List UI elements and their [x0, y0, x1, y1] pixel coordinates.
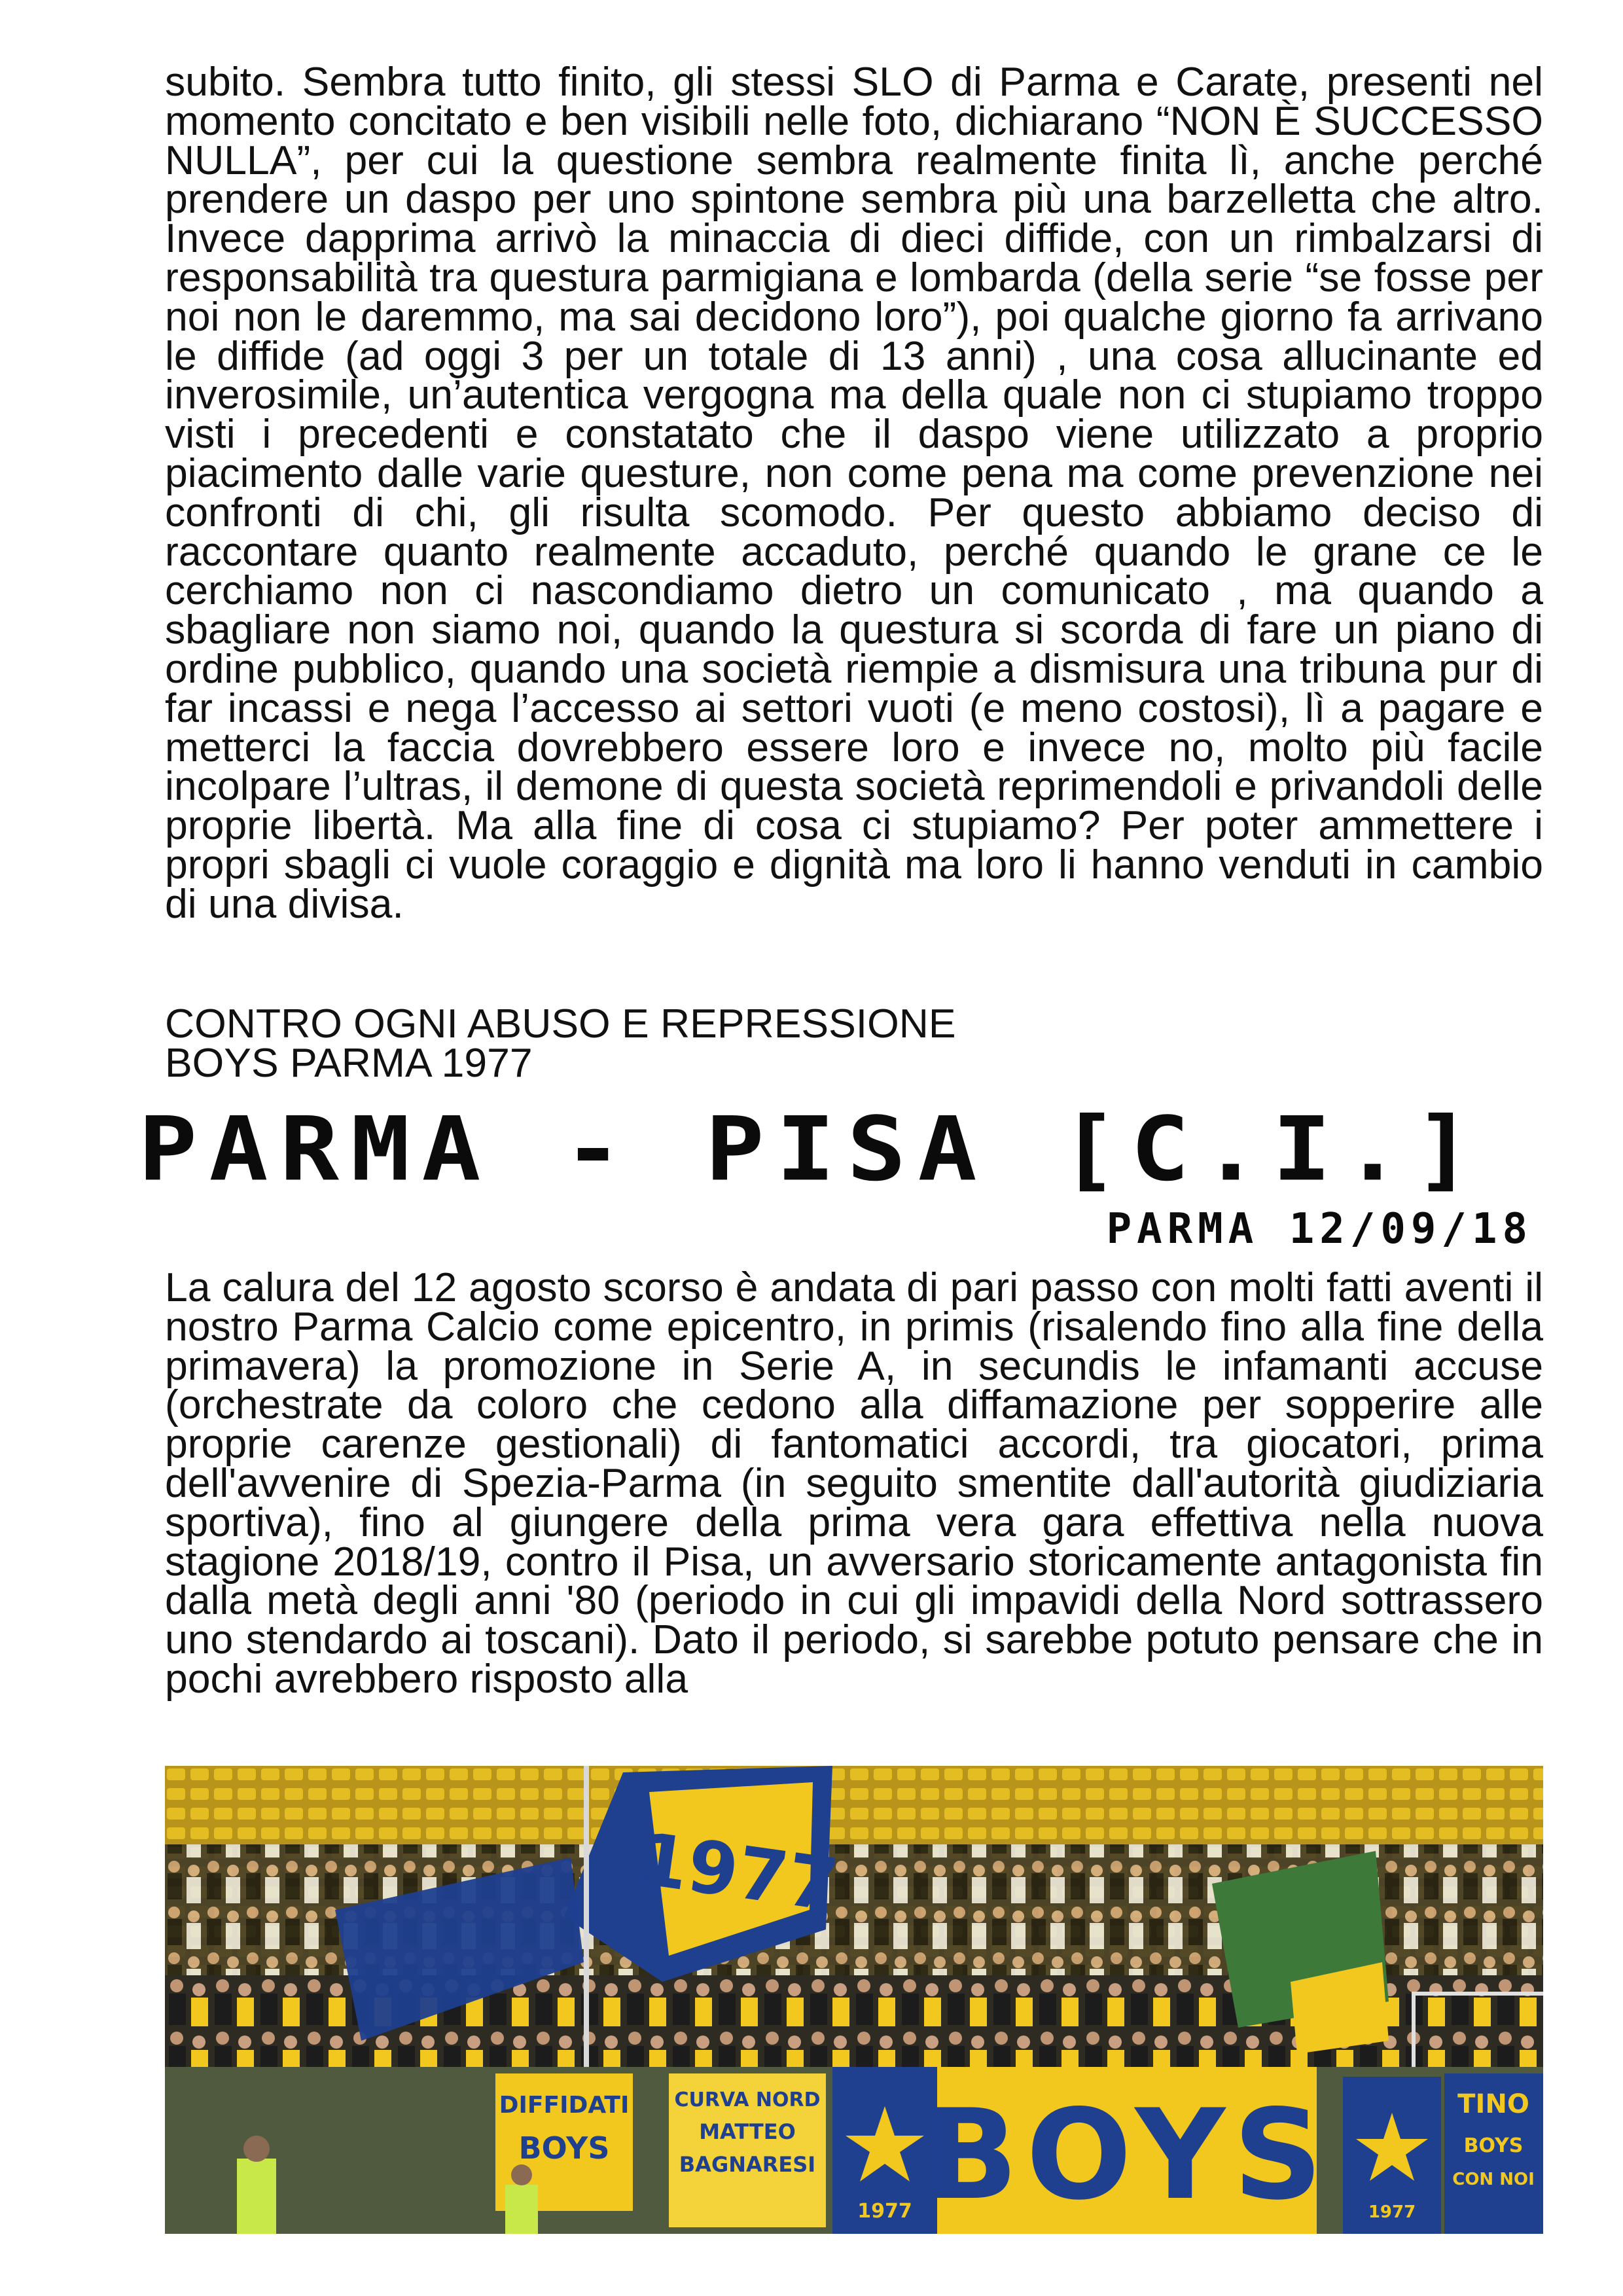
banner-curva-line3: BAGNARESI	[679, 2152, 816, 2177]
banner-year-left: 1977	[857, 2200, 912, 2223]
banner-curva-line2: MATTEO	[699, 2119, 796, 2144]
banner-far-right-line3: CON NOI	[1452, 2170, 1535, 2189]
signature-slogan: CONTRO OGNI ABUSO E REPRESSIONE	[165, 1001, 956, 1047]
stadium-photo	[165, 1766, 1543, 2234]
steward-left	[237, 2159, 276, 2234]
steward-left-head	[243, 2136, 270, 2162]
banner-far-right-line1: TINO	[1457, 2089, 1529, 2119]
article-title: PARMA - PISA [C.I.]	[138, 1098, 1485, 1201]
banner-boys-text: BOYS	[923, 2083, 1330, 2227]
article-subtitle: PARMA 12/09/18	[1106, 1205, 1533, 1253]
goal-crossbar	[1412, 1992, 1543, 1996]
banner-far-right-line2: BOYS	[1463, 2134, 1524, 2157]
banner-diffidati-line2: BOYS	[518, 2130, 610, 2166]
flag-year-text: 1977	[632, 1816, 843, 1928]
steward-right	[505, 2185, 538, 2234]
stadium-photo-illustration	[165, 1766, 1543, 2234]
article-paragraph: subito. Sembra tutto finito, gli stessi SLO di Parma e Carate, presenti nel momento concitato e ben visibili nelle foto, dichiarano “NON È SUCCESSO NULLA”, per cui la questione sembra realmente finita lì, anche perché prendere un daspo per uno spintone sembra più una barzelletta che altro. Invece dapprima arrivò la minaccia di dieci diffide, con un rimbalzarsi di responsabilità tra questura parmigiana e lombarda (della serie “se fosse per noi non le daremmo, ma sai decidono loro”), poi qualche giorno fa arrivano le diffide (ad oggi 3 per un totale di 13 anni) , una cosa allucinante ed inverosimile, un’autentica vergogna ma della quale non ci stupiamo troppo visti i precedenti e constatato che il daspo viene utilizzato a proprio piacimento dalle varie questure, non come pena ma come prevenzione nei confronti di chi, gli risulta scomodo. Per questo abbiamo deciso di raccontare quanto realmente accaduto, perché quando le grane ce le cerchiamo non ci nascondiamo dietro un comunicato , ma quando a sbagliare non siamo noi, quando la questura si scorda di fare un piano di ordine pubblico, quando una società riempie a dismisura una tribuna pur di far incassi e nega l’accesso ai settori vuoti (e meno costosi), lì a pagare e metterci la faccia dovrebbero essere loro e invece no, molto più facile incolpare l’ultras, il demone di questa società reprimendoli e privandoli delle proprie libertà. Ma alla fine di cosa ci stupiamo? Per poter ammettere i propri sbagli ci vuole coraggio e dignità ma loro li hanno venduti in cambio di una divisa.	[165, 59, 1543, 927]
banner-curva-line1: CURVA NORD	[674, 2089, 821, 2111]
steward-right-head	[511, 2164, 532, 2185]
banner-year-right: 1977	[1368, 2202, 1416, 2222]
signature-group: BOYS PARMA 1977	[165, 1040, 533, 1086]
banner-diffidati-line1: DIFFIDATI	[499, 2092, 630, 2119]
article-paragraph-2: La calura del 12 agosto scorso è andata di pari passo con molti fatti aventi il nostro Parma Calcio come epicentro, in primis (risalendo fino alla fine della primavera) la promozione in Serie A, in secundis le infamanti accuse (orchestrate da coloro che cedono alla diffamazione per sopperire alle proprie carenze gestionali) di fantomatici accordi, tra giocatori, prima dell'avvenire di Spezia-Parma (in seguito smentite dall'autorità giudiziaria sportiva), fino al giungere della prima vera gara effettiva nella nuova stagione 2018/19, contro il Pisa, un avversario storicamente antagonista fin dalla metà degli anni '80 (periodo in cui gli impavidi della Nord sottrassero uno stendardo ai toscani). Dato il periodo, si sarebbe potuto pensare che in pochi avrebbero risposto alla	[165, 1265, 1543, 1702]
